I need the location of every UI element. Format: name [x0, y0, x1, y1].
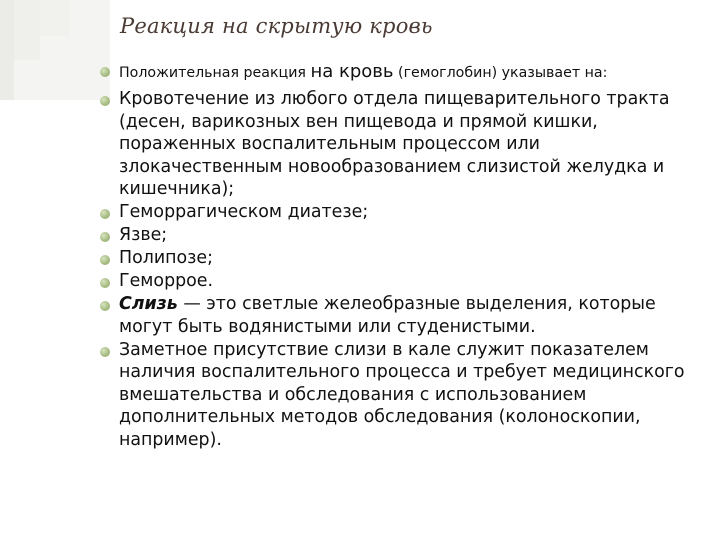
bullet-icon — [100, 278, 110, 288]
bullet-icon — [100, 96, 110, 106]
bullet-icon — [100, 255, 110, 265]
bullet-icon — [100, 301, 110, 311]
bullet-text: Заметное присутствие слизи в кале служит показателем наличия воспалительного процесса и требует медицинского вмешательства и обследования с использованием дополнительных методов обследования (колоноскопии, например). — [119, 339, 685, 450]
list-item — [100, 247, 700, 270]
bullet-text-end: (гемоглобин) указывает на: — [393, 65, 608, 81]
bullet-text: — это светлые желеобразные выделения, которые могут быть водянистыми или студенистыми. — [119, 294, 656, 337]
bullet-icon — [100, 347, 110, 357]
list-item — [100, 224, 700, 247]
bullet-icon — [100, 232, 110, 242]
slide-title: Реакция на скрытую кровь — [120, 14, 433, 38]
bullet-list — [100, 62, 700, 452]
bullet-text: Геморрагическом диатезе; — [119, 202, 369, 222]
list-item — [100, 339, 700, 452]
bullet-text: Полипозе; — [119, 248, 213, 268]
corner-decoration — [0, 0, 110, 100]
bullet-emphasis: на кровь — [310, 61, 394, 82]
bullet-icon — [100, 209, 110, 219]
list-item — [100, 270, 700, 293]
bullet-text: Кровотечение из любого отдела пищеварительного тракта (десен, варикозных вен пищевода и прямой кишки, пораженных воспалительным процессом или злокачественным новообразованием слизистой желудка и кишечника); — [119, 89, 670, 199]
list-item — [100, 88, 700, 201]
bullet-icon — [100, 67, 110, 77]
list-item — [100, 201, 700, 224]
list-item — [100, 293, 700, 338]
mucus-term: Слизь — [119, 294, 178, 314]
bullet-text: Положительная реакция — [119, 65, 311, 81]
bullet-text: Геморрое. — [119, 271, 214, 291]
list-item — [100, 62, 700, 83]
bullet-text: Язве; — [119, 225, 168, 245]
